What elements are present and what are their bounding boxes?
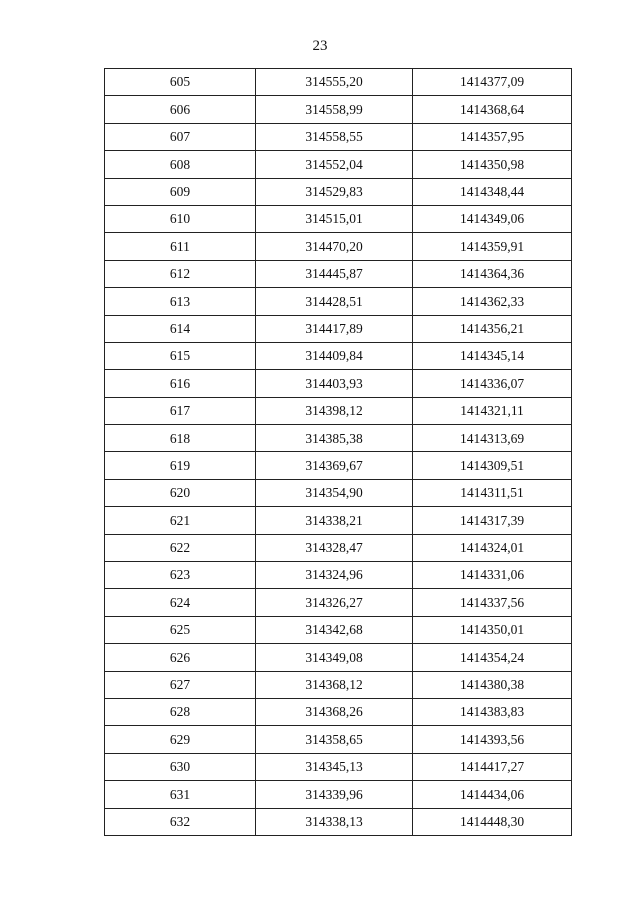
x-coordinate-cell: 314385,38	[256, 425, 413, 452]
point-number-cell: 620	[105, 479, 256, 506]
point-number-cell: 628	[105, 698, 256, 725]
point-number-cell: 617	[105, 397, 256, 424]
x-coordinate-cell: 314369,67	[256, 452, 413, 479]
table-row	[105, 507, 572, 534]
point-number-cell: 609	[105, 178, 256, 205]
y-coordinate-cell: 1414393,56	[413, 726, 572, 753]
y-coordinate-cell: 1414317,39	[413, 507, 572, 534]
point-number-cell: 626	[105, 644, 256, 671]
point-number-cell: 632	[105, 808, 256, 835]
table-row	[105, 781, 572, 808]
point-number-cell: 613	[105, 288, 256, 315]
table-row	[105, 808, 572, 835]
x-coordinate-cell: 314349,08	[256, 644, 413, 671]
table-row	[105, 288, 572, 315]
x-coordinate-cell: 314326,27	[256, 589, 413, 616]
x-coordinate-cell: 314428,51	[256, 288, 413, 315]
point-number-cell: 616	[105, 370, 256, 397]
point-number-cell: 621	[105, 507, 256, 534]
x-coordinate-cell: 314342,68	[256, 616, 413, 643]
point-number-cell: 619	[105, 452, 256, 479]
x-coordinate-cell: 314529,83	[256, 178, 413, 205]
table-row	[105, 753, 572, 780]
point-number-cell: 622	[105, 534, 256, 561]
y-coordinate-cell: 1414434,06	[413, 781, 572, 808]
table-row	[105, 370, 572, 397]
y-coordinate-cell: 1414354,24	[413, 644, 572, 671]
y-coordinate-cell: 1414359,91	[413, 233, 572, 260]
y-coordinate-cell: 1414311,51	[413, 479, 572, 506]
table-row	[105, 562, 572, 589]
table-row	[105, 260, 572, 287]
y-coordinate-cell: 1414377,09	[413, 69, 572, 96]
x-coordinate-cell: 314552,04	[256, 151, 413, 178]
point-number-cell: 627	[105, 671, 256, 698]
table-row	[105, 644, 572, 671]
table-row	[105, 123, 572, 150]
table-row	[105, 671, 572, 698]
y-coordinate-cell: 1414336,07	[413, 370, 572, 397]
y-coordinate-cell: 1414324,01	[413, 534, 572, 561]
point-number-cell: 608	[105, 151, 256, 178]
x-coordinate-cell: 314555,20	[256, 69, 413, 96]
y-coordinate-cell: 1414337,56	[413, 589, 572, 616]
x-coordinate-cell: 314558,55	[256, 123, 413, 150]
y-coordinate-cell: 1414368,64	[413, 96, 572, 123]
y-coordinate-cell: 1414350,01	[413, 616, 572, 643]
x-coordinate-cell: 314470,20	[256, 233, 413, 260]
x-coordinate-cell: 314403,93	[256, 370, 413, 397]
table-row	[105, 342, 572, 369]
table-row	[105, 178, 572, 205]
y-coordinate-cell: 1414380,38	[413, 671, 572, 698]
y-coordinate-cell: 1414357,95	[413, 123, 572, 150]
x-coordinate-cell: 314338,13	[256, 808, 413, 835]
table-row	[105, 397, 572, 424]
y-coordinate-cell: 1414348,44	[413, 178, 572, 205]
x-coordinate-cell: 314345,13	[256, 753, 413, 780]
point-number-cell: 631	[105, 781, 256, 808]
y-coordinate-cell: 1414349,06	[413, 205, 572, 232]
table-row	[105, 315, 572, 342]
table-row	[105, 726, 572, 753]
x-coordinate-cell: 314515,01	[256, 205, 413, 232]
x-coordinate-cell: 314368,12	[256, 671, 413, 698]
x-coordinate-cell: 314368,26	[256, 698, 413, 725]
table-row	[105, 698, 572, 725]
point-number-cell: 610	[105, 205, 256, 232]
y-coordinate-cell: 1414356,21	[413, 315, 572, 342]
table-row	[105, 479, 572, 506]
x-coordinate-cell: 314354,90	[256, 479, 413, 506]
point-number-cell: 606	[105, 96, 256, 123]
x-coordinate-cell: 314409,84	[256, 342, 413, 369]
point-number-cell: 630	[105, 753, 256, 780]
point-number-cell: 605	[105, 69, 256, 96]
page-number: 23	[312, 38, 328, 54]
y-coordinate-cell: 1414364,36	[413, 260, 572, 287]
point-number-cell: 607	[105, 123, 256, 150]
y-coordinate-cell: 1414345,14	[413, 342, 572, 369]
y-coordinate-cell: 1414362,33	[413, 288, 572, 315]
y-coordinate-cell: 1414321,11	[413, 397, 572, 424]
table-row	[105, 452, 572, 479]
table-row	[105, 425, 572, 452]
x-coordinate-cell: 314558,99	[256, 96, 413, 123]
table-row	[105, 616, 572, 643]
table-row	[105, 205, 572, 232]
y-coordinate-cell: 1414448,30	[413, 808, 572, 835]
x-coordinate-cell: 314417,89	[256, 315, 413, 342]
x-coordinate-cell: 314338,21	[256, 507, 413, 534]
y-coordinate-cell: 1414417,27	[413, 753, 572, 780]
x-coordinate-cell: 314358,65	[256, 726, 413, 753]
coordinates-table	[104, 68, 572, 836]
table-row	[105, 96, 572, 123]
point-number-cell: 612	[105, 260, 256, 287]
table-body	[105, 69, 572, 836]
table-row	[105, 69, 572, 96]
x-coordinate-cell: 314339,96	[256, 781, 413, 808]
x-coordinate-cell: 314324,96	[256, 562, 413, 589]
table-row	[105, 589, 572, 616]
y-coordinate-cell: 1414331,06	[413, 562, 572, 589]
point-number-cell: 624	[105, 589, 256, 616]
table-row	[105, 233, 572, 260]
x-coordinate-cell: 314398,12	[256, 397, 413, 424]
point-number-cell: 623	[105, 562, 256, 589]
point-number-cell: 615	[105, 342, 256, 369]
y-coordinate-cell: 1414309,51	[413, 452, 572, 479]
y-coordinate-cell: 1414313,69	[413, 425, 572, 452]
point-number-cell: 625	[105, 616, 256, 643]
y-coordinate-cell: 1414383,83	[413, 698, 572, 725]
table-row	[105, 151, 572, 178]
x-coordinate-cell: 314328,47	[256, 534, 413, 561]
point-number-cell: 618	[105, 425, 256, 452]
y-coordinate-cell: 1414350,98	[413, 151, 572, 178]
point-number-cell: 614	[105, 315, 256, 342]
point-number-cell: 629	[105, 726, 256, 753]
table-row	[105, 534, 572, 561]
x-coordinate-cell: 314445,87	[256, 260, 413, 287]
point-number-cell: 611	[105, 233, 256, 260]
